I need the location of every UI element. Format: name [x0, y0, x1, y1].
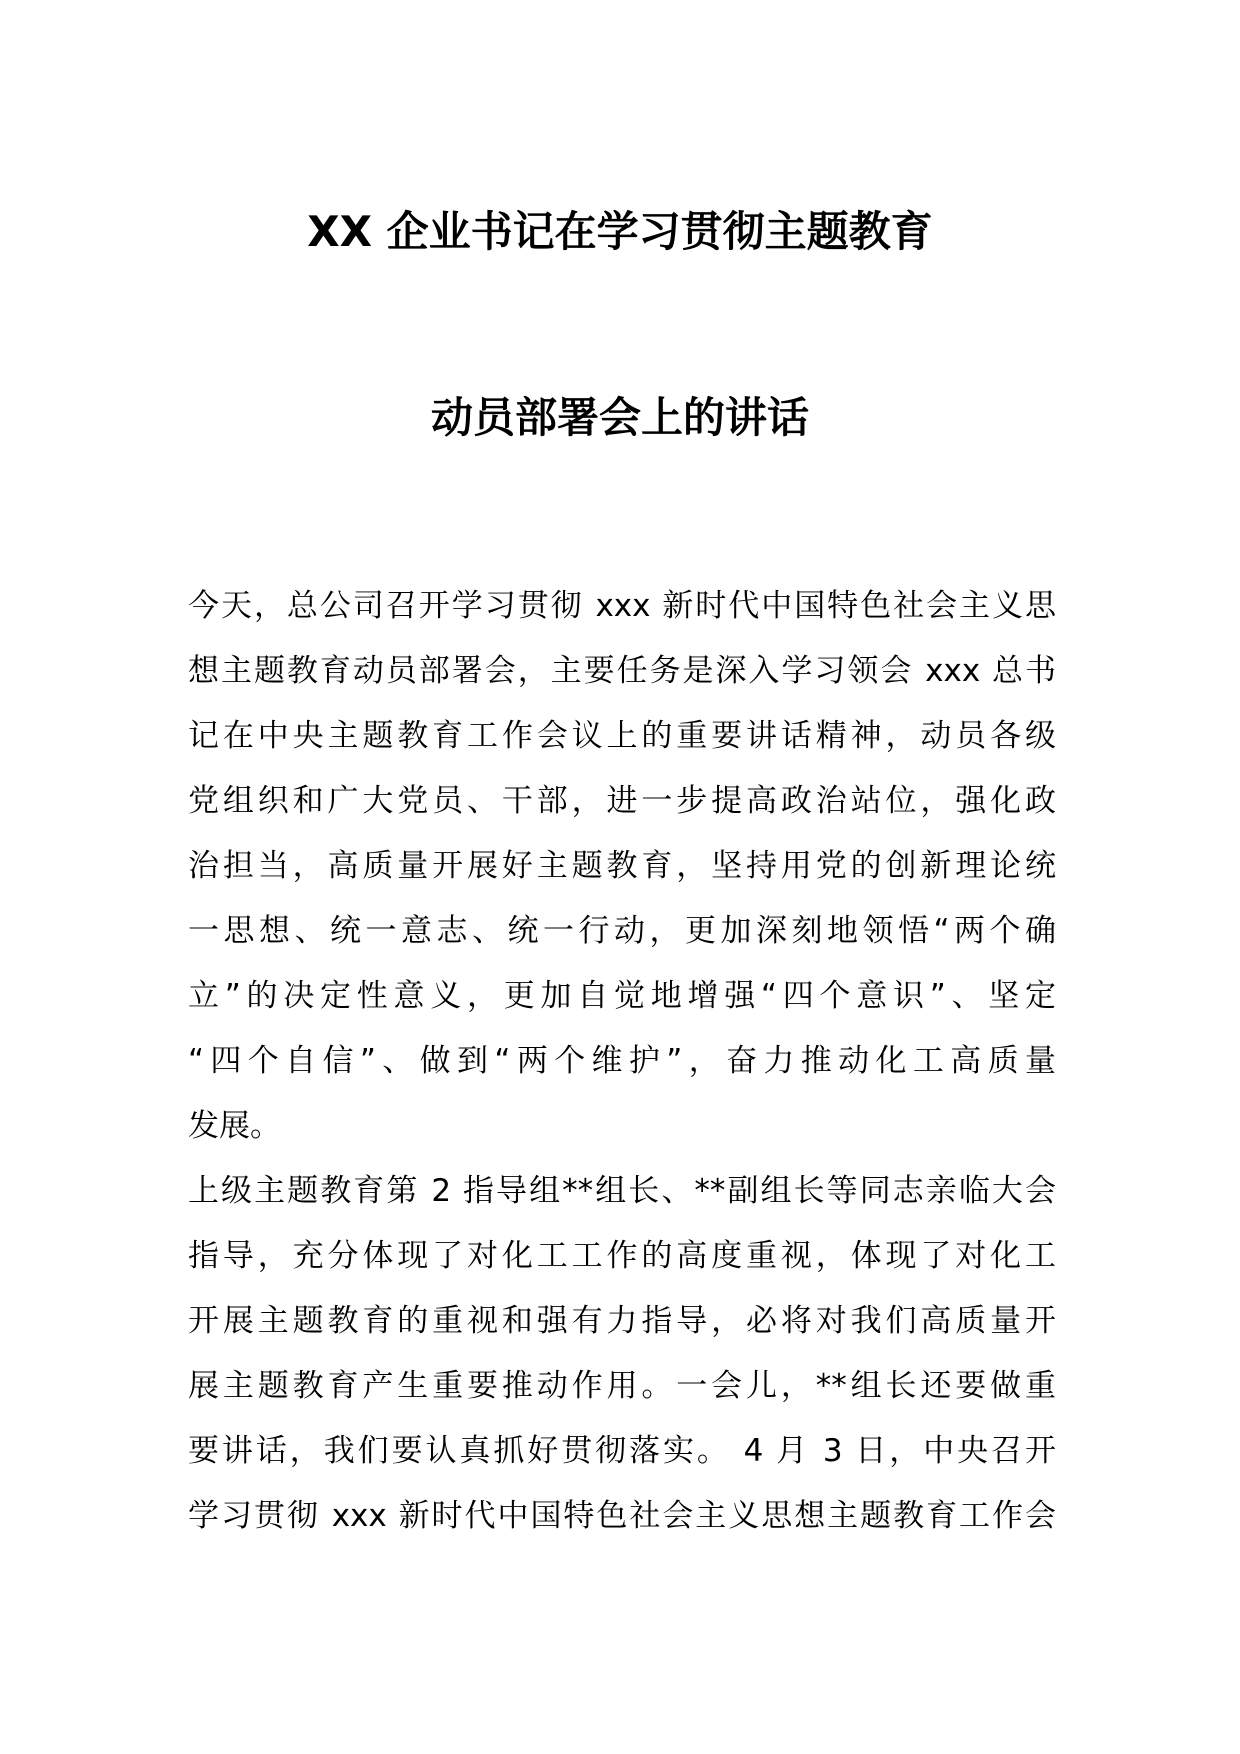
paragraph-line: 记在中央主题教育工作会议上的重要讲话精神，动员各级 [188, 718, 1056, 754]
paragraph-line: 要讲话，我们要认真抓好贯彻落实。 4 月 3 日，中央召开 [188, 1433, 1056, 1469]
paragraph-line: 想主题教育动员部署会，主要任务是深入学习领会 xxx 总书 [188, 653, 1056, 689]
paragraph-line: 上级主题教育第 2 指导组**组长、**副组长等同志亲临大会 [188, 1173, 1056, 1209]
paragraph-line: 学习贯彻 xxx 新时代中国特色社会主义思想主题教育工作会 [188, 1498, 1056, 1534]
paragraph-line: 发展。 [188, 1108, 281, 1144]
paragraph-line: 党组织和广大党员、干部，进一步提高政治站位，强化政 [188, 783, 1056, 819]
paragraph-line: 一思想、统一意志、统一行动，更加深刻地领悟“两个确 [188, 913, 1056, 949]
paragraph-line: 指导，充分体现了对化工工作的高度重视，体现了对化工 [188, 1238, 1056, 1274]
paragraph-line: “四个自信”、做到“两个维护”，奋力推动化工高质量 [188, 1043, 1056, 1079]
document-title-line-2: 动员部署会上的讲话 [430, 393, 809, 442]
document-title-line-1: XX 企业书记在学习贯彻主题教育 [307, 207, 933, 256]
paragraph-line: 治担当，高质量开展好主题教育，坚持用党的创新理论统 [188, 848, 1056, 884]
paragraph-line: 立”的决定性意义，更加自觉地增强“四个意识”、坚定 [188, 978, 1056, 1014]
paragraph-2 [188, 1159, 1056, 1549]
paragraph-line: 开展主题教育的重视和强有力指导，必将对我们高质量开 [188, 1303, 1056, 1339]
paragraph-1 [188, 574, 1056, 1159]
paragraph-line: 展主题教育产生重要推动作用。一会儿，**组长还要做重 [188, 1368, 1056, 1404]
document-body [188, 574, 1056, 1549]
paragraph-line: 今天，总公司召开学习贯彻 xxx 新时代中国特色社会主义思 [188, 588, 1056, 624]
